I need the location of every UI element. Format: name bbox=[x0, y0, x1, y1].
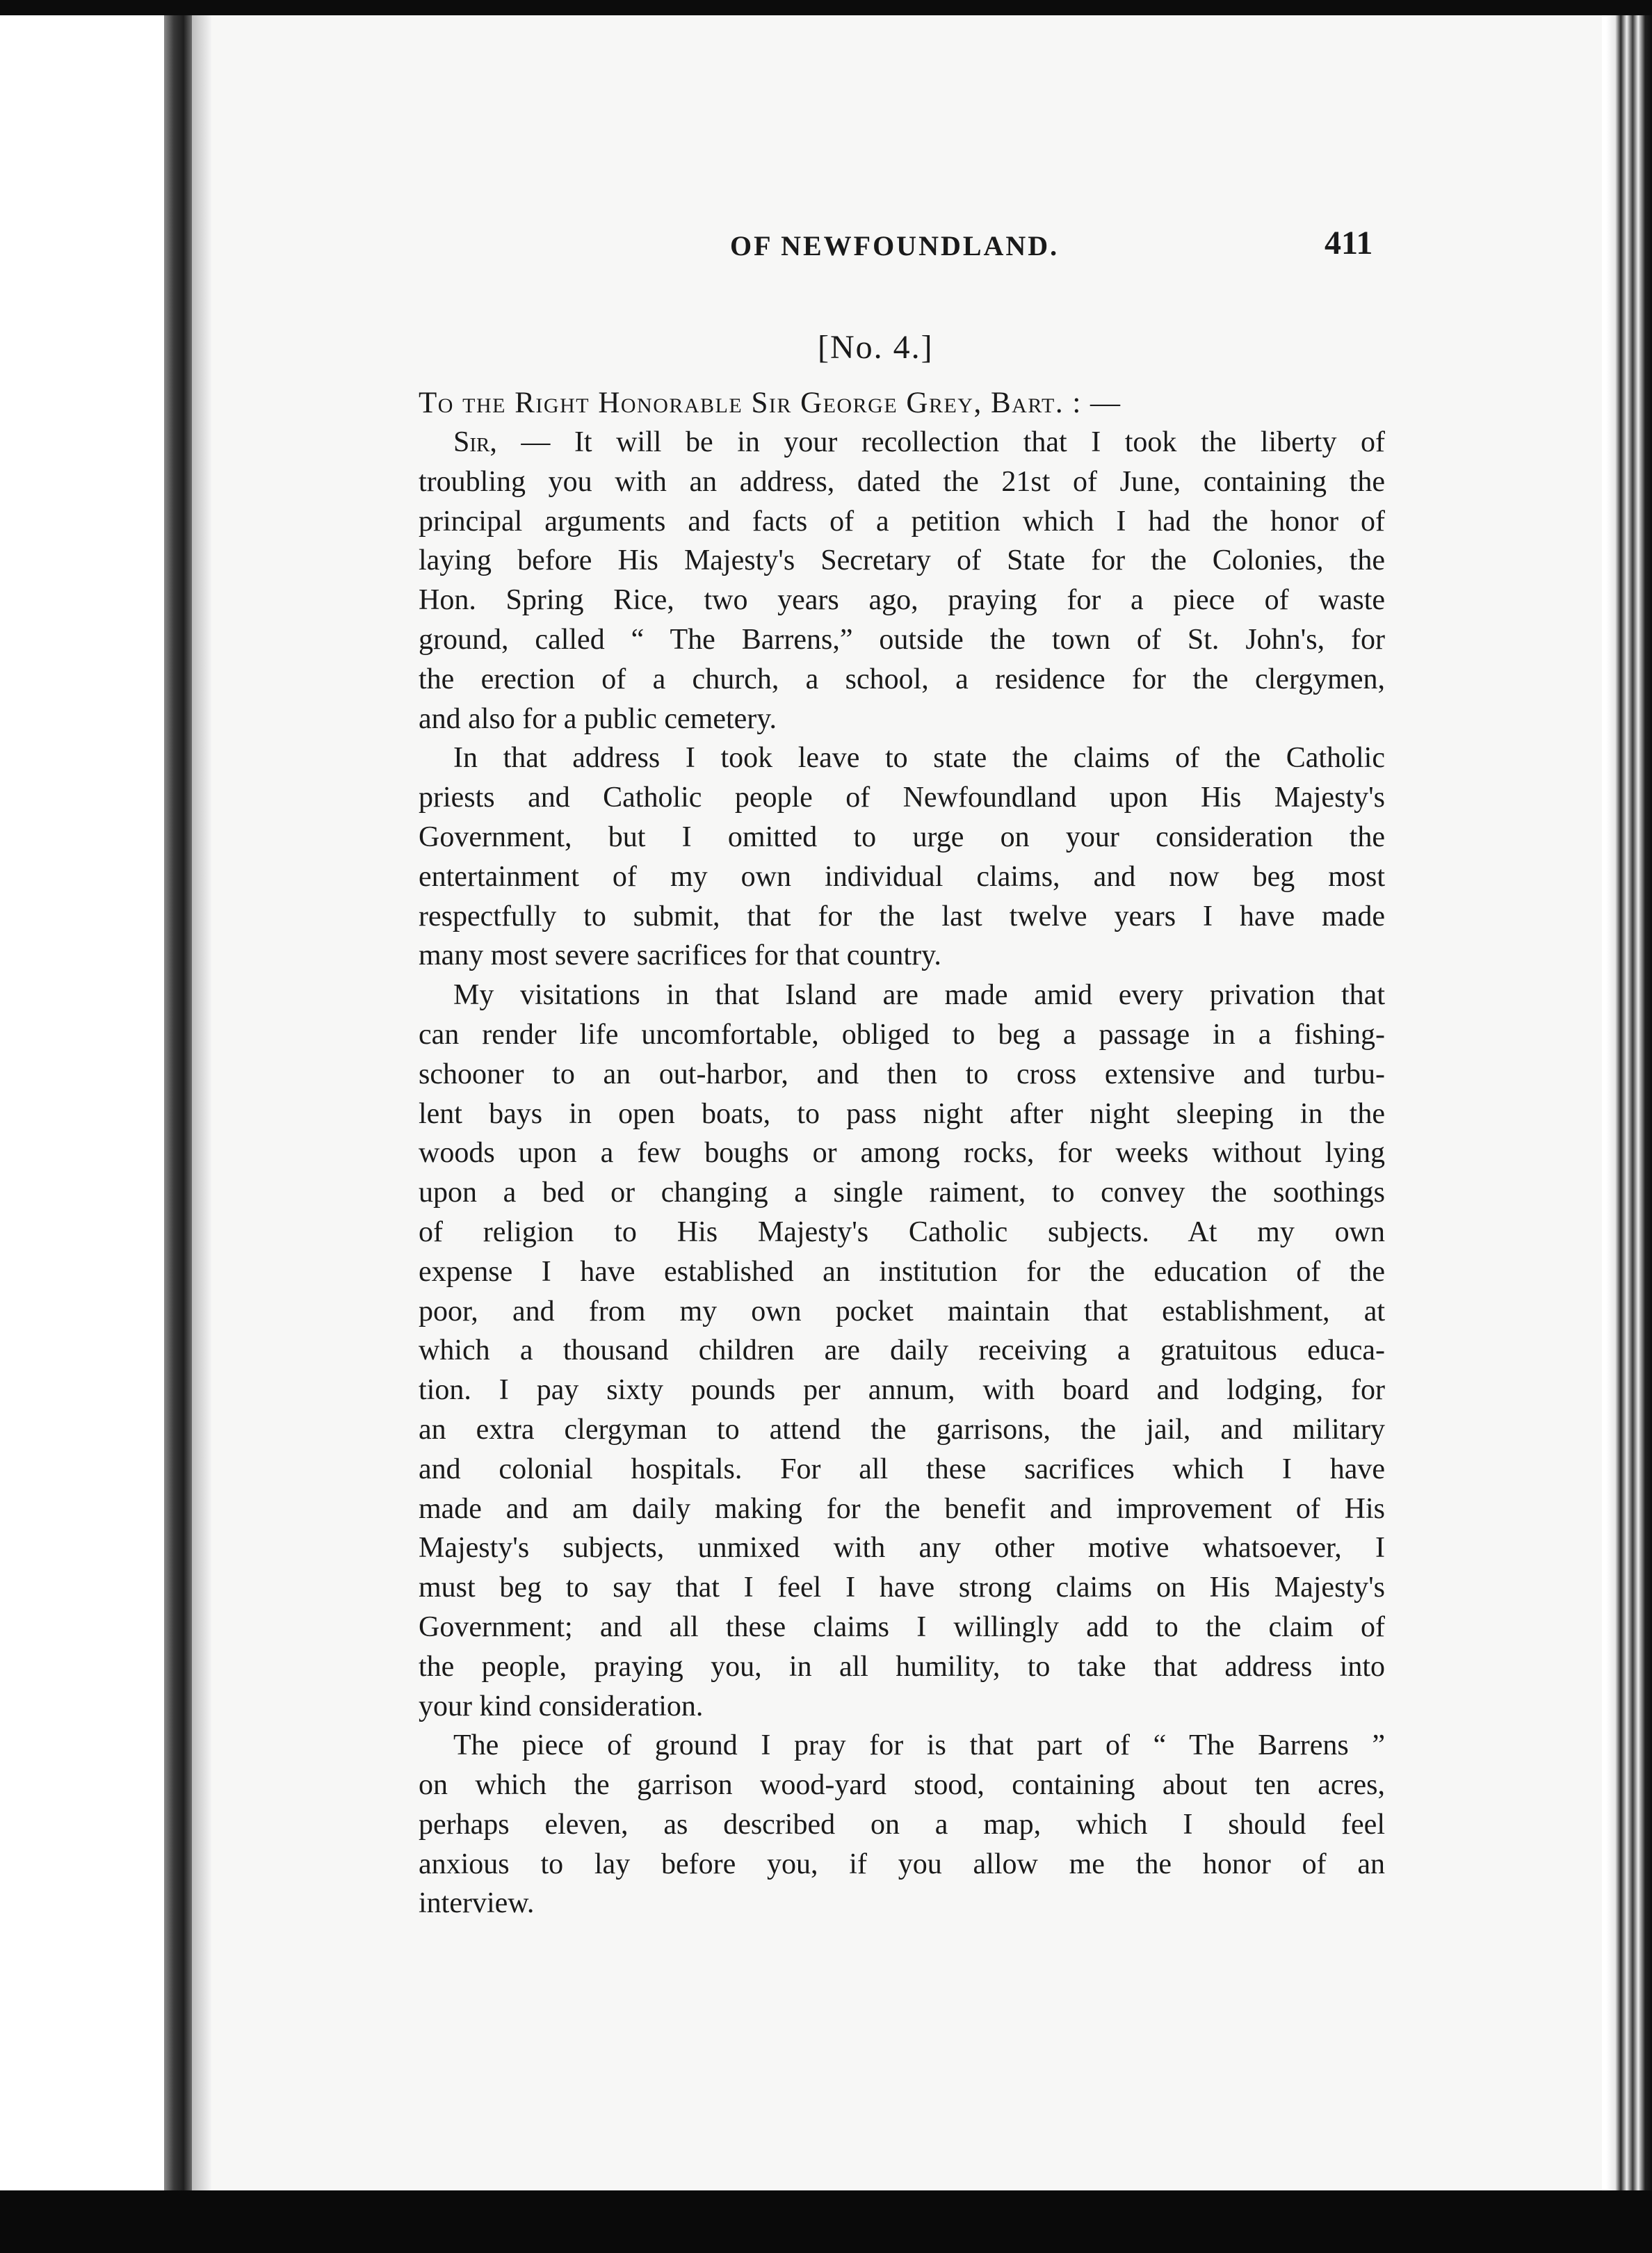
document-number: [No. 4.] bbox=[818, 329, 934, 366]
text-line: The piece of ground I pray for is that part of “ The Barrens ” bbox=[453, 1729, 1385, 1762]
text-line: expense I have established an institution for the education of the bbox=[419, 1255, 1385, 1288]
page-number: 411 bbox=[1325, 225, 1373, 261]
text-line: which a thousand children are daily receiving a gratuitous educa- bbox=[419, 1334, 1385, 1367]
text-line: Government, but I omitted to urge on your consideration the bbox=[419, 821, 1385, 853]
text-line: perhaps eleven, as described on a map, which I should feel bbox=[419, 1808, 1385, 1841]
binding-margin bbox=[0, 0, 104, 2253]
text-line: upon a bed or changing a single raiment, to convey the soothings bbox=[419, 1177, 1385, 1209]
text-line: lent bays in open boats, to pass night after night sleeping in the bbox=[419, 1097, 1385, 1130]
running-head: OF NEWFOUNDLAND. bbox=[730, 230, 1060, 261]
text-line: Hon. Spring Rice, two years ago, praying for a piece of waste bbox=[419, 584, 1385, 617]
scan-top-border bbox=[0, 0, 1652, 15]
paragraph bbox=[419, 976, 1385, 1726]
text-line: and colonial hospitals. For all these sacrifices which I have bbox=[419, 1453, 1385, 1485]
scan-bottom-border bbox=[0, 2190, 1652, 2253]
text-line: Sir, — It will be in your recollection that I took the liberty of bbox=[453, 426, 1385, 458]
text-line: In that address I took leave to state the claims of the Catholic bbox=[453, 742, 1385, 775]
text-line: must beg to say that I feel I have strong claims on His Majesty's bbox=[419, 1572, 1385, 1604]
text-line: tion. I pay sixty pounds per annum, with board and lodging, for bbox=[419, 1374, 1385, 1407]
paragraph bbox=[419, 1726, 1385, 1923]
text-line: entertainment of my own individual claims, and now beg most bbox=[419, 860, 1385, 893]
salutation-lead: Sir, bbox=[453, 426, 497, 458]
text-line: Majesty's subjects, unmixed with any other motive whatsoever, I bbox=[419, 1532, 1385, 1565]
text-line: an extra clergyman to attend the garrisons, the jail, and military bbox=[419, 1413, 1385, 1446]
text-line: troubling you with an address, dated the 21st of June, containing the bbox=[419, 465, 1385, 498]
text-line: poor, and from my own pocket maintain that establishment, at bbox=[419, 1295, 1385, 1327]
text-line: many most severe sacrifices for that country. bbox=[419, 939, 941, 972]
text-line: woods upon a few boughs or among rocks, for weeks without lying bbox=[419, 1137, 1385, 1170]
paragraph bbox=[419, 423, 1385, 738]
text-line: the erection of a church, a school, a residence for the clergymen, bbox=[419, 663, 1385, 695]
letter-body bbox=[419, 423, 1385, 1923]
text-line: ground, called “ The Barrens,” outside the town of St. John's, for bbox=[419, 623, 1385, 656]
text-line: made and am daily making for the benefit and improvement of His bbox=[419, 1492, 1385, 1525]
text-line: schooner to an out-harbor, and then to cross extensive and turbu- bbox=[419, 1058, 1385, 1090]
salutation: To the Right Honorable Sir George Grey, Bart. : — bbox=[419, 387, 1121, 419]
text-line: can render life uncomfortable, obliged to beg a passage in a fishing- bbox=[419, 1018, 1385, 1051]
text-line: My visitations in that Island are made amid every privation that bbox=[453, 979, 1385, 1012]
text-line: the people, praying you, in all humility, to take that address into bbox=[419, 1650, 1385, 1683]
gutter-shadow bbox=[192, 0, 211, 2197]
text-line: priests and Catholic people of Newfoundland upon His Majesty's bbox=[419, 782, 1385, 814]
book-gutter bbox=[164, 0, 192, 2197]
text-line: Government; and all these claims I willingly add to the claim of bbox=[419, 1610, 1385, 1643]
text-line: interview. bbox=[419, 1887, 535, 1920]
page-stack-edge bbox=[1606, 0, 1652, 2197]
text-line: and also for a public cemetery. bbox=[419, 702, 777, 735]
text-line: anxious to lay before you, if you allow me the honor of an bbox=[419, 1848, 1385, 1880]
text-line: respectfully to submit, that for the last twelve years I have made bbox=[419, 900, 1385, 932]
paragraph bbox=[419, 738, 1385, 976]
text-line: your kind consideration. bbox=[419, 1690, 704, 1722]
text-line: principal arguments and facts of a petition which I had the honor of bbox=[419, 505, 1385, 538]
text-line: of religion to His Majesty's Catholic subjects. At my own bbox=[419, 1216, 1385, 1248]
text-line: laying before His Majesty's Secretary of State for the Colonies, the bbox=[419, 544, 1385, 577]
text-line: on which the garrison wood-yard stood, containing about ten acres, bbox=[419, 1769, 1385, 1802]
